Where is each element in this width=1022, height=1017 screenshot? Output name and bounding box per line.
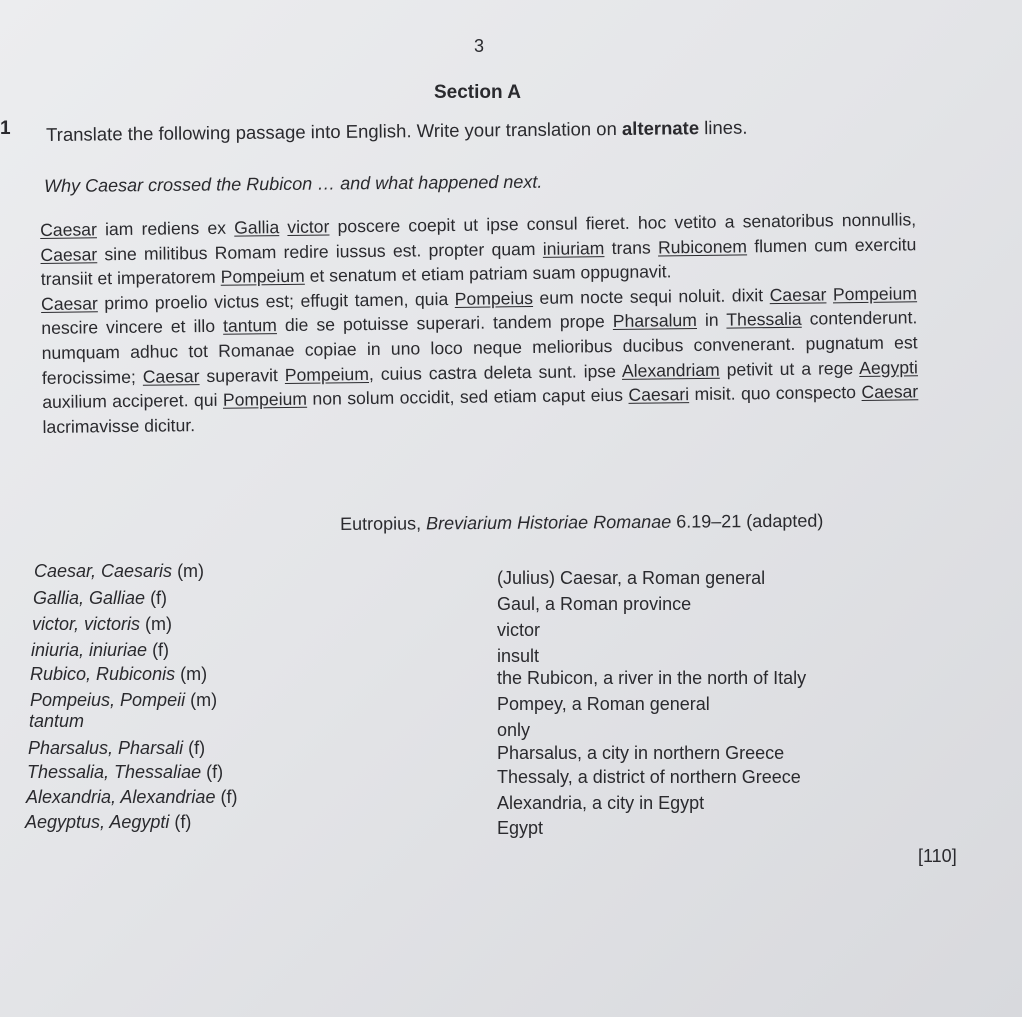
glossary-latin-term — [30, 664, 207, 685]
passage-text: , cuius castra deleta sunt. ipse — [368, 360, 623, 384]
glossary-headword: Rubico, Rubiconis — [30, 664, 176, 684]
glossary-gender: (f) — [145, 588, 168, 608]
glossed-word: Caesar — [861, 381, 919, 403]
marks-total: [110] — [918, 846, 957, 866]
glossary-english-meaning: (Julius) Caesar, a Roman general — [497, 568, 766, 588]
glossary-english-meaning: Pompey, a Roman general — [497, 694, 710, 714]
glossed-word: victor — [287, 216, 330, 237]
source-author: Eutropius, — [340, 513, 427, 534]
passage-title: Why Caesar crossed the Rubicon … and what happened next. — [44, 171, 543, 196]
instruction-text-end: lines. — [698, 116, 748, 139]
glossary-english-meaning: only — [497, 720, 531, 740]
glossary-english-meaning: Gaul, a Roman province — [497, 594, 692, 614]
glossed-word: Pompeium — [284, 363, 370, 385]
glossary-latin-term — [28, 738, 205, 759]
passage-text: petivit ut a rege — [719, 357, 860, 380]
glossary-headword: Aegyptus, Aegypti — [25, 812, 170, 832]
passage-text: sine militibus Romam redire iussus est. propter quam — [97, 238, 543, 264]
glossed-word: Caesar — [40, 293, 98, 314]
glossary-latin-term — [30, 690, 217, 711]
glossed-word: iniuriam — [542, 237, 605, 259]
passage-text: auxilium acciperet. qui — [42, 389, 224, 413]
source-reference: 6.19–21 (adapted) — [671, 510, 824, 532]
glossed-word: Pharsalum — [612, 310, 698, 332]
passage-text: superavit — [199, 364, 285, 386]
passage-text: et senatum et etiam patriam suam oppugnavit. — [304, 261, 672, 286]
glossed-word: Caesar — [142, 365, 200, 387]
glossary-gender: (f) — [215, 787, 238, 807]
passage-text: non solum occidit, sed etiam caput eius — [306, 384, 629, 409]
glossary-english-meaning: victor — [497, 620, 541, 640]
glossary-headword: victor, victoris — [32, 614, 141, 634]
glossary-english-meaning: the Rubicon, a river in the north of Italy — [497, 668, 807, 688]
source-work: Breviarium Historiae Romanae — [426, 511, 672, 534]
glossary-latin-term — [31, 640, 169, 661]
passage-text: misit. quo conspecto — [688, 382, 862, 405]
glossary-english-meaning: Egypt — [497, 818, 544, 838]
glossary-english-meaning: Alexandria, a city in Egypt — [497, 793, 705, 813]
glossary-latin-term — [34, 561, 204, 582]
passage-text: in — [696, 309, 727, 331]
glossed-word: Caesar — [40, 243, 98, 265]
passage-text: iam rediens ex — [96, 217, 235, 240]
passage-text: die se potuisse superari. tandem prope — [276, 311, 613, 336]
glossed-word: Caesar — [40, 219, 97, 240]
glossary-english-meaning: insult — [497, 646, 540, 666]
glossary-latin-term — [27, 762, 223, 783]
section-title: Section A — [434, 82, 521, 103]
glossary-headword: Caesar, Caesaris — [34, 561, 173, 581]
glossary-headword: tantum — [29, 711, 85, 731]
glossary-gender: (f) — [183, 738, 206, 758]
glossed-word: Aegypti — [859, 356, 919, 378]
passage-text: lacrimavisse dicitur. — [42, 414, 196, 437]
passage-text: nescire vincere et illo — [41, 316, 224, 339]
glossed-word: Pompeium — [222, 388, 308, 410]
glossed-word: Caesari — [628, 384, 690, 405]
passage-text: flumen cum exercitu transiit et imperatorem — [40, 233, 917, 290]
glossary-latin-term — [32, 614, 172, 635]
instruction-text: Translate the following passage into English. Write your translation on — [46, 117, 623, 145]
glossary-gender: (m) — [140, 614, 173, 634]
glossary-latin-term — [26, 787, 237, 808]
glossed-word: Thessalia — [726, 309, 802, 330]
instruction-emphasis: alternate — [621, 117, 700, 139]
glossed-word: Gallia — [234, 217, 280, 238]
glossed-word: Caesar — [769, 284, 827, 305]
glossary-gender: (f) — [169, 812, 192, 832]
glossed-word: Rubiconem — [657, 235, 748, 258]
glossary-headword: Pompeius, Pompeii — [30, 690, 186, 710]
glossary-headword: Pharsalus, Pharsali — [28, 738, 184, 758]
glossed-word: Pompeius — [454, 287, 534, 309]
passage-text: trans — [604, 237, 659, 258]
glossed-word: Pompeium — [832, 283, 918, 305]
glossed-word: tantum — [222, 315, 277, 337]
glossary-headword: Gallia, Galliae — [33, 588, 146, 608]
passage-text: poscere coepit ut ipse consul fieret. hoc vetito a senatoribus nonnullis, — [329, 209, 917, 237]
glossary-headword: Thessalia, Thessaliae — [27, 762, 202, 782]
glossary-gender: (m) — [175, 664, 208, 684]
page-number: 3 — [474, 36, 485, 56]
glossed-word: Pompeium — [220, 265, 305, 287]
glossary-gender: (m) — [172, 561, 205, 581]
question-number: 1 — [0, 118, 11, 139]
glossary-gender: (f) — [147, 640, 170, 660]
glossary-english-meaning: Pharsalus, a city in northern Greece — [497, 743, 785, 763]
passage-text: primo proelio victus est; effugit tamen, quia — [97, 288, 455, 314]
glossary-latin-term — [25, 812, 191, 833]
glossary-english-meaning: Thessaly, a district of northern Greece — [497, 767, 801, 787]
glossary-headword: iniuria, iniuriae — [31, 640, 148, 660]
passage-text: eum nocte sequi noluit. dixit — [532, 284, 770, 308]
glossary-latin-term — [29, 711, 84, 732]
glossed-word: Alexandriam — [621, 359, 720, 381]
glossary-gender: (m) — [185, 690, 218, 710]
passage-text: contenderunt. numquam adhuc tot Romanae copiae in uno loco neque melioribus ducibus convenerant. pugnatum est ferocissime; — [41, 307, 918, 388]
glossary-latin-term — [33, 588, 167, 609]
glossary-gender: (f) — [201, 762, 224, 782]
glossary-headword: Alexandria, Alexandriae — [26, 787, 216, 807]
